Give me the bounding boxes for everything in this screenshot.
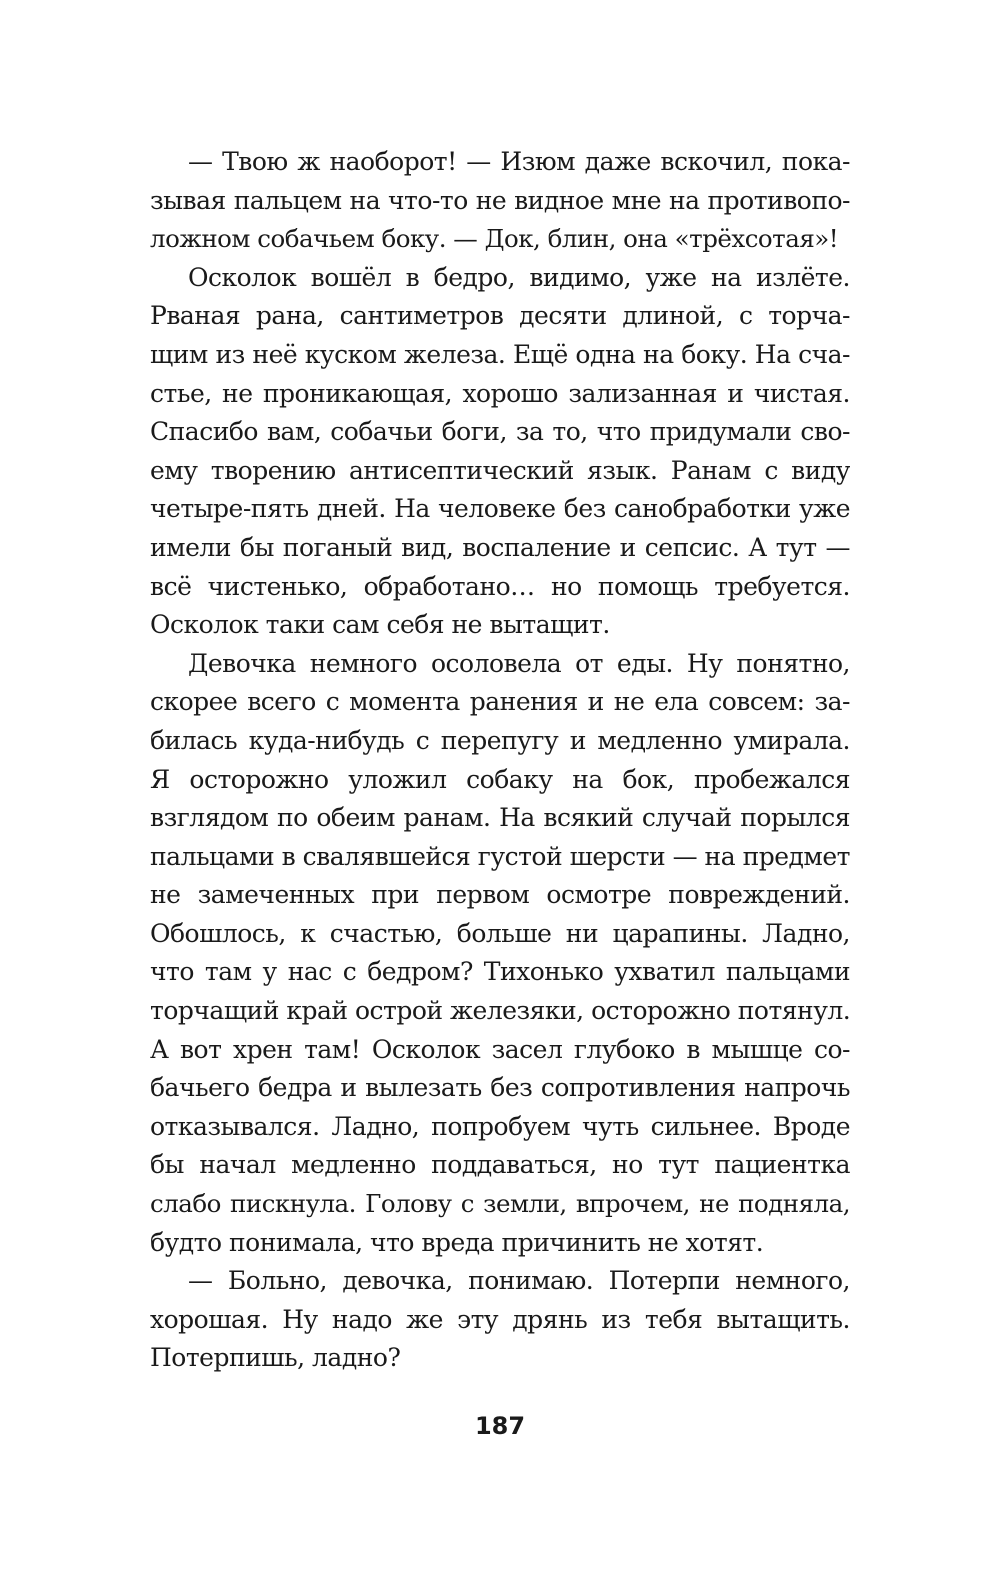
text-line: ему творению антисептический язык. Ранам с виду	[150, 455, 850, 485]
text-line: зывая пальцем на что-то не видное мне на противопо-	[150, 185, 850, 215]
text-line: торчащий край острой железяки, осторожно потянул.	[150, 996, 850, 1026]
text-line: Обошлось, к счастью, больше ни царапины. Ладно,	[150, 918, 850, 948]
text-line: скорее всего с момента ранения и не ела совсем: за-	[150, 687, 850, 717]
text-line: Осколок таки сам себя не вытащит.	[150, 610, 610, 640]
text-line: бачьего бедра и вылезать без сопротивления напрочь	[150, 1073, 850, 1103]
text-line: Осколок вошёл в бедро, видимо, уже на излёте.	[188, 262, 850, 292]
text-line: пальцами в свалявшейся густой шерсти — на предмет	[150, 841, 850, 871]
text-line: имели бы поганый вид, воспаление и сепсис. А тут —	[150, 532, 850, 562]
text-line: Девочка немного осоловела от еды. Ну понятно,	[188, 648, 850, 678]
text-line: билась куда-нибудь с перепугу и медленно умирала.	[150, 725, 850, 755]
text-line: что там у нас с бедром? Тихонько ухватил пальцами	[150, 957, 850, 987]
text-line: слабо пискнула. Голову с земли, впрочем, не подняла,	[150, 1189, 850, 1219]
body-text	[150, 143, 850, 1378]
text-line: — Твою ж наоборот! — Изюм даже вскочил, пока-	[188, 147, 850, 176]
text-line: всё чистенько, обработано… но помощь требуется.	[150, 571, 850, 601]
text-line: бы начал медленно поддаваться, но тут пациентка	[150, 1150, 850, 1180]
text-line: не замеченных при первом осмотре повреждений.	[150, 880, 850, 910]
text-line: Спасибо вам, собачьи боги, за то, что придумали сво-	[150, 417, 850, 447]
text-line: Потерпишь, ладно?	[150, 1343, 401, 1373]
text-line: взглядом по обеим ранам. На всякий случай порылся	[150, 803, 850, 833]
text-line: ложном собачьем боку. — Док, блин, она «трёхсотая»!	[150, 224, 839, 254]
text-line: Рваная рана, сантиметров десяти длиной, с торча-	[150, 301, 850, 331]
text-line: — Больно, девочка, понимаю. Потерпи немного,	[188, 1266, 850, 1296]
text-line: А вот хрен там! Осколок засел глубоко в мышце со-	[150, 1034, 850, 1064]
text-line: будто понимала, что вреда причинить не хотят.	[150, 1227, 764, 1257]
text-line: стье, не проникающая, хорошо зализанная и чистая.	[150, 378, 850, 408]
text-line: Я осторожно уложил собаку на бок, пробежался	[150, 764, 850, 794]
text-line: четыре-пять дней. На человеке без санобработки уже	[150, 494, 850, 524]
text-line: отказывался. Ладно, попробуем чуть сильнее. Вроде	[150, 1111, 850, 1141]
text-line: хорошая. Ну надо же эту дрянь из тебя вытащить.	[150, 1304, 850, 1334]
page-number: 187	[474, 1412, 526, 1440]
text-line: щим из неё куском железа. Ещё одна на боку. На сча-	[150, 339, 850, 369]
